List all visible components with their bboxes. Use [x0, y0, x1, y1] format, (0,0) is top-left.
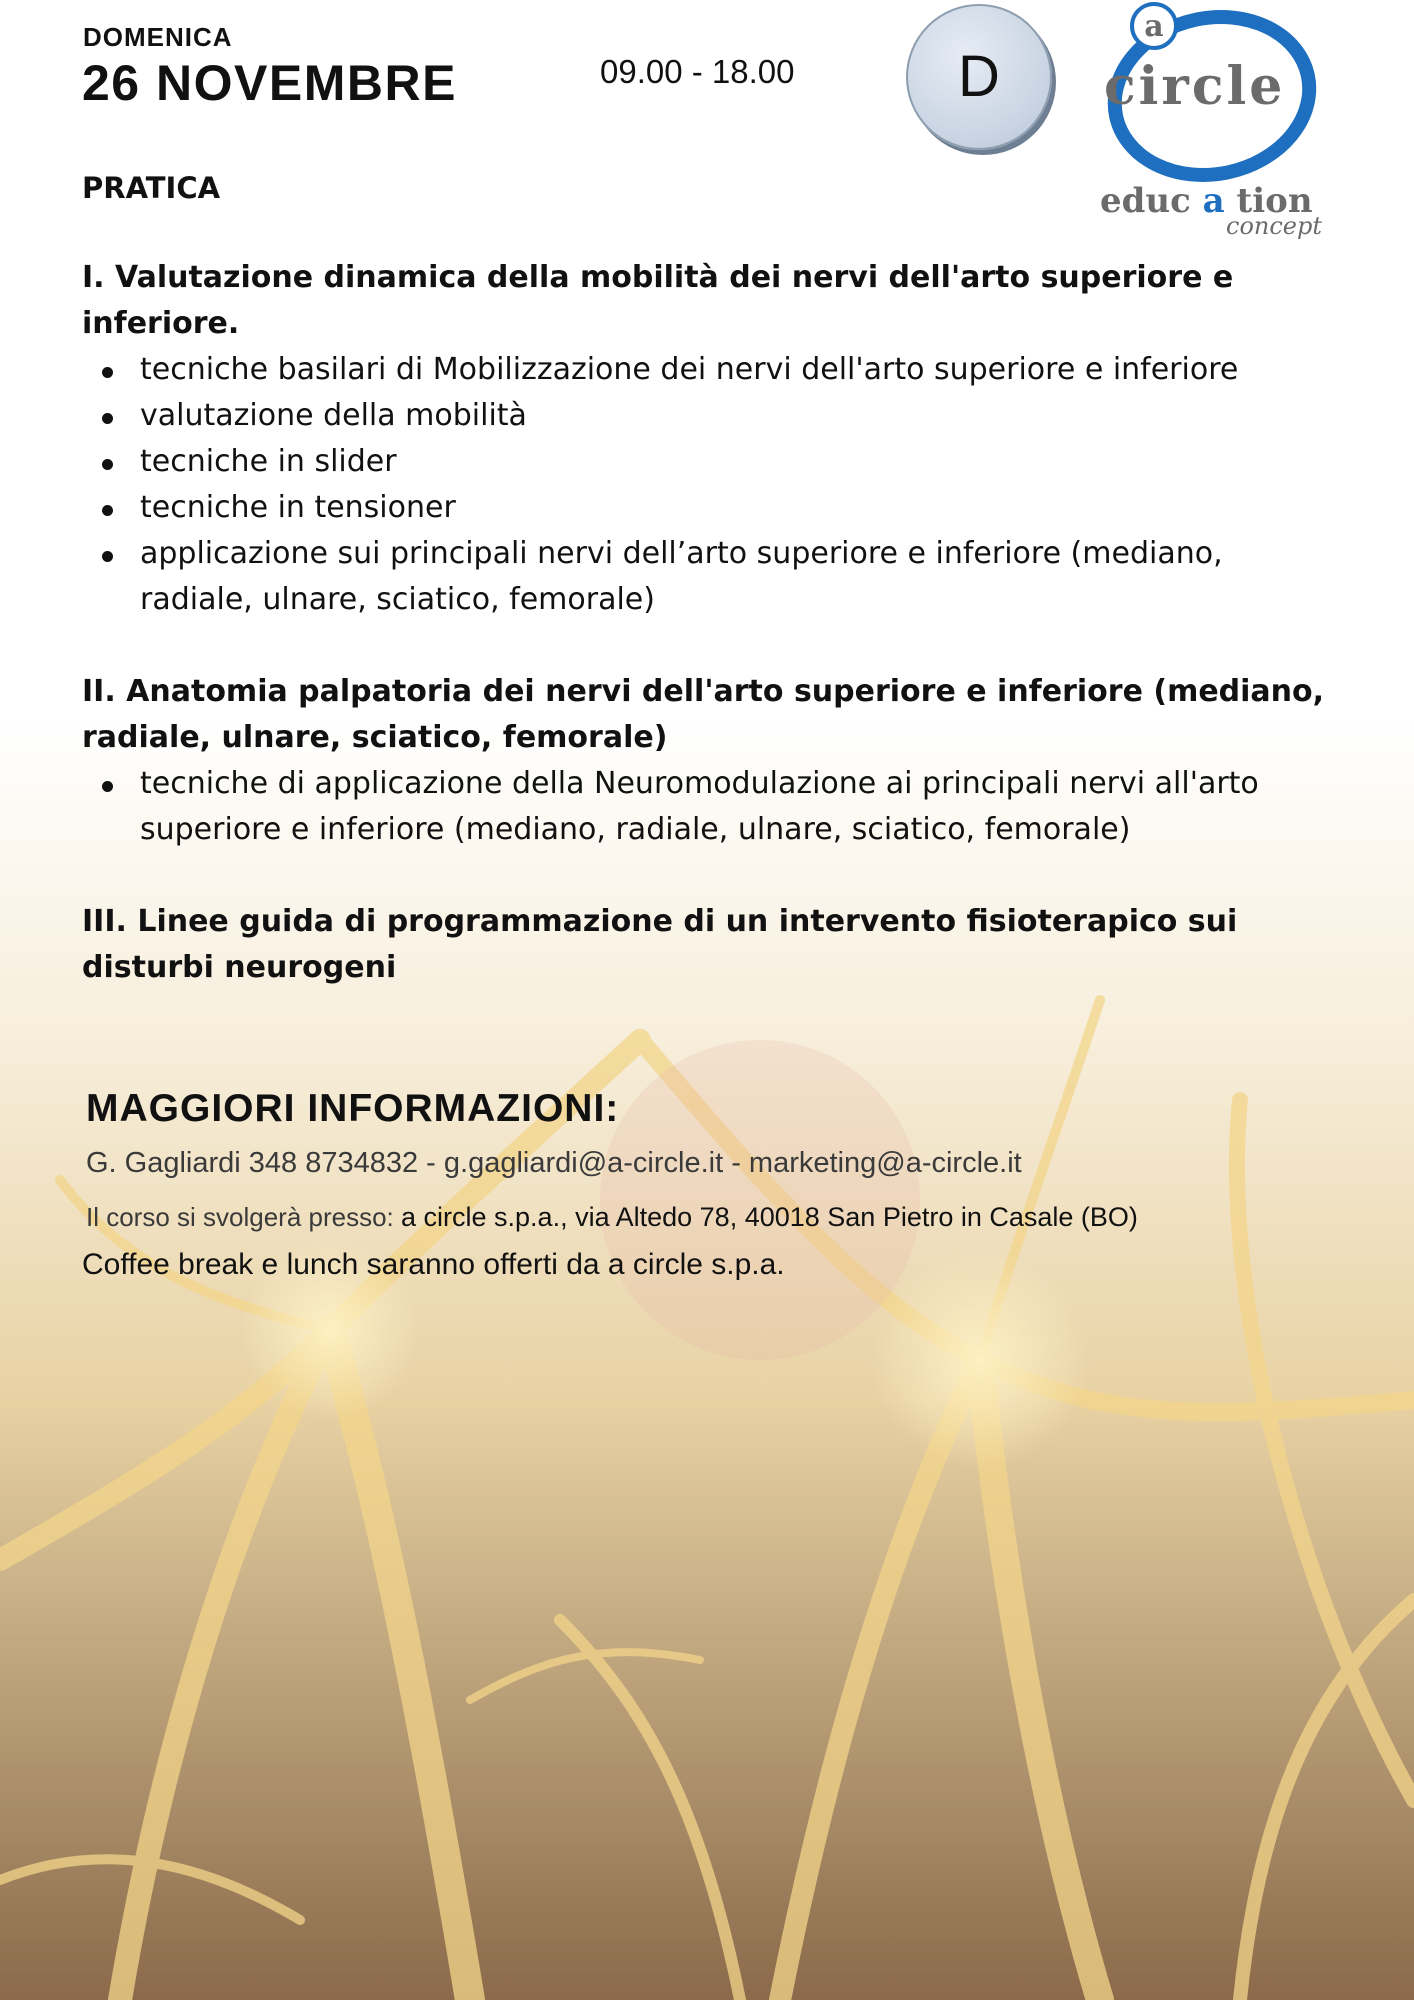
list-item: tecniche basilari di Mobilizzazione dei nervi dell'arto superiore e inferiore: [82, 347, 1342, 393]
bullet-icon: [102, 551, 113, 562]
event-day: DOMENICA: [83, 22, 233, 52]
list-item: tecniche di applicazione della Neuromodulazione ai principali nervi all'arto superiore e inferiore (mediano, radiale, ulnare, sciatico, femorale): [82, 761, 1342, 853]
list-item: valutazione della mobilità: [82, 393, 1342, 439]
event-date: 26 NOVEMBRE: [82, 55, 457, 111]
section-2-list: [82, 761, 1342, 853]
bullet-icon: [102, 413, 113, 424]
list-item: applicazione sui principali nervi dell’arto superiore e inferiore (mediano, radiale, ulnare, sciatico, femorale): [82, 531, 1342, 623]
catering-note: Coffee break e lunch saranno offerti da a circle s.p.a.: [82, 1248, 785, 1281]
section-heading-1: I. Valutazione dinamica della mobilità dei nervi dell'arto superiore e inferiore.: [82, 260, 1234, 341]
logo-name: circle: [1104, 56, 1286, 117]
logo-tagline-sub: concept: [1226, 212, 1322, 240]
venue-label: Il corso si svolgerà presso:: [86, 1202, 402, 1232]
logo-tagline-main: educ: [1100, 181, 1191, 221]
bullet-icon: [102, 459, 113, 470]
list-item: tecniche in slider: [82, 439, 1342, 485]
bullet-icon: [102, 505, 113, 516]
badge-letter: D: [958, 44, 1000, 109]
logo-tagline-at: a: [1202, 181, 1225, 221]
event-time: 09.00 - 18.00: [600, 53, 795, 90]
a-circle-education-logo: [1096, 0, 1338, 240]
section-heading-2: II. Anatomia palpatoria dei nervi dell'arto superiore e inferiore (mediano, radiale, ulnare, sciatico, femorale): [82, 674, 1325, 755]
contact-line: G. Gagliardi 348 8734832 - g.gagliardi@a-circle.it - marketing@a-circle.it: [86, 1147, 1022, 1179]
logo-tagline-end: tion: [1236, 181, 1313, 221]
logo-a-letter: a: [1144, 9, 1164, 44]
venue-address: a circle s.p.a., via Altedo 78, 40018 San Pietro in Casale (BO): [401, 1202, 1138, 1232]
program-content: [82, 255, 1342, 991]
info-title: MAGGIORI INFORMAZIONI:: [86, 1087, 620, 1130]
bullet-icon: [102, 781, 113, 792]
bullet-icon: [102, 367, 113, 378]
section-1-list: [82, 347, 1342, 623]
section-label: PRATICA: [82, 171, 221, 205]
venue-line: [86, 1202, 1138, 1233]
section-heading-3: III. Linee guida di programmazione di un intervento fisioterapico sui disturbi neurogeni: [82, 904, 1238, 985]
day-letter-badge: [906, 4, 1052, 150]
list-item: tecniche in tensioner: [82, 485, 1342, 531]
